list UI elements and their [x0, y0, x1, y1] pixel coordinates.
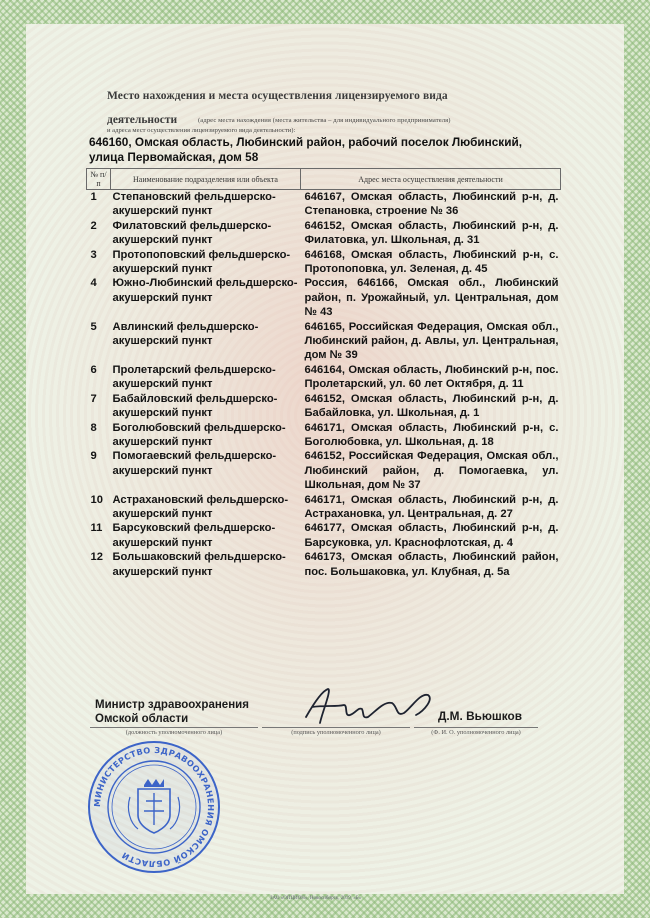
row-name: Боголюбовский фельдшерско-акушерский пункт: [112, 421, 286, 448]
row-name: Протопоповский фельдшерско-акушерский пункт: [112, 248, 291, 276]
row-num: 2: [90, 219, 97, 232]
seal-text: МИНИСТЕРСТВО ЗДРАВООХРАНЕНИЯ ОМСКОЙ ОБЛАСТИ: [91, 744, 217, 870]
table-row: [87, 449, 561, 492]
row-num: 8: [90, 421, 97, 434]
signatory-position-line2: Омской области: [95, 713, 189, 725]
table-row: [87, 320, 561, 363]
signatory-position-line1: Министр здравоохранения: [95, 699, 249, 711]
printer-footer: ЗАО «ОПЦИОН», Новосибирск, 2019, «Б»: [270, 896, 362, 901]
table-row: [87, 493, 561, 522]
header-title: Место нахождения и места осуществления лицензируемого вида: [107, 90, 448, 102]
row-address: 646152, Омская область, Любинский р-н, д. Бабайловка, ул. Школьная, д. 1: [304, 392, 559, 420]
row-address: 646164, Омская область, Любинский р-н, пос. Пролетарский, ул. 60 лет Октября, д. 11: [304, 363, 559, 391]
handwritten-signature: [292, 683, 442, 733]
row-address: 646168, Омская область, Любинский р-н, с. Протопоповка, ул. Зеленая, д. 45: [304, 248, 559, 276]
caption-signature: (подпись уполномоченного лица): [291, 729, 381, 736]
row-num: 4: [90, 277, 97, 290]
table-row: [87, 421, 561, 450]
table-row: [87, 521, 561, 550]
col-num-header: № п/п: [87, 169, 111, 190]
row-name: Астрахановский фельдшерско-акушерский пункт: [112, 493, 289, 520]
official-seal-stamp: [86, 739, 222, 875]
table-row: [87, 363, 561, 392]
row-num: 3: [90, 248, 97, 261]
table-row: [87, 550, 561, 579]
header-note-1: (адрес места нахождения (места жительства – для индивидуального предпринимателя): [198, 117, 451, 124]
row-num: 1: [90, 191, 97, 203]
row-name: Южно-Любинский фельдшерско-акушерский пункт: [112, 277, 298, 304]
row-address: 646171, Омская область, Любинский р-н, д. Астрахановка, ул. Центральная, д. 27: [304, 493, 559, 520]
row-address: 646152, Российская Федерация, Омская обл., Любинский район, д. Помогаевка, ул. Школьная, дом № 37: [304, 450, 559, 492]
signature-line: [262, 727, 410, 728]
row-num: 7: [90, 392, 97, 405]
table-row: [87, 276, 561, 319]
row-num: 10: [90, 493, 103, 506]
row-name: Степановский фельдшерско-акушерский пункт: [112, 191, 276, 218]
main-address: 646160, Омская область, Любинский район, рабочий поселок Любинский, улица Первомайская, дом 58: [89, 135, 522, 164]
row-num: 6: [90, 363, 97, 376]
signatory-name: Д.М. Вьюшков: [438, 709, 522, 723]
row-num: 5: [90, 320, 97, 333]
name-line: [414, 727, 538, 728]
header-title-cont: деятельности: [107, 114, 178, 126]
table-row: [87, 219, 561, 248]
row-name: Бабайловский фельдшерско-акушерский пункт: [112, 392, 278, 420]
position-line: [90, 727, 258, 728]
caption-name: (Ф. И. О. уполномоченного лица): [431, 729, 521, 736]
row-name: Филатовский фельдшерско-акушерский пункт: [112, 219, 272, 247]
table-row: [87, 190, 561, 219]
row-num: 11: [90, 522, 103, 535]
row-address: 646165, Российская Федерация, Омская обл., Любинский район, д. Авлы, ул. Центральная, дом № 39: [304, 320, 559, 362]
col-address-header: Адрес места осуществления деятельности: [301, 169, 561, 190]
signatory-position: [95, 698, 295, 726]
row-num: 9: [90, 450, 97, 463]
row-address: 646173, Омская область, Любинский район, пос. Большаковка, ул. Клубная, д. 5а: [304, 551, 559, 578]
row-address: 646171, Омская область, Любинский р-н, с. Боголюбовка, ул. Школьная, д. 18: [304, 421, 559, 448]
header-note-2: и адреса мест осуществления лицензируемого вида деятельности):: [107, 127, 296, 134]
row-address: Россия, 646166, Омская обл., Любинский район, п. Урожайный, ул. Центральная, дом № 43: [304, 277, 559, 319]
row-name: Барсуковский фельдшерско-акушерский пункт: [112, 522, 276, 549]
row-address: 646167, Омская область, Любинский р-н, д. Степановка, строение № 36: [304, 191, 559, 218]
row-name: Авлинский фельдшерско-акушерский пункт: [112, 320, 259, 348]
table-header-row: [87, 169, 561, 190]
row-name: Большаковский фельдшерско-акушерский пункт: [112, 551, 286, 578]
row-num: 12: [90, 551, 103, 564]
row-address: 646152, Омская область, Любинский р-н, д. Филатовка, ул. Школьная, д. 31: [304, 219, 559, 247]
table-row: [87, 392, 561, 421]
col-name-header: Наименование подразделения или объекта: [111, 169, 301, 190]
row-name: Помогаевский фельдшерско-акушерский пункт: [112, 450, 277, 477]
caption-position: (должность уполномоченного лица): [125, 729, 223, 736]
table-row: [87, 248, 561, 277]
locations-table: [86, 168, 561, 579]
row-address: 646177, Омская область, Любинский р-н, д. Барсуковка, ул. Краснофлотская, д. 4: [304, 522, 559, 549]
row-name: Пролетарский фельдшерско-акушерский пункт: [112, 363, 276, 391]
